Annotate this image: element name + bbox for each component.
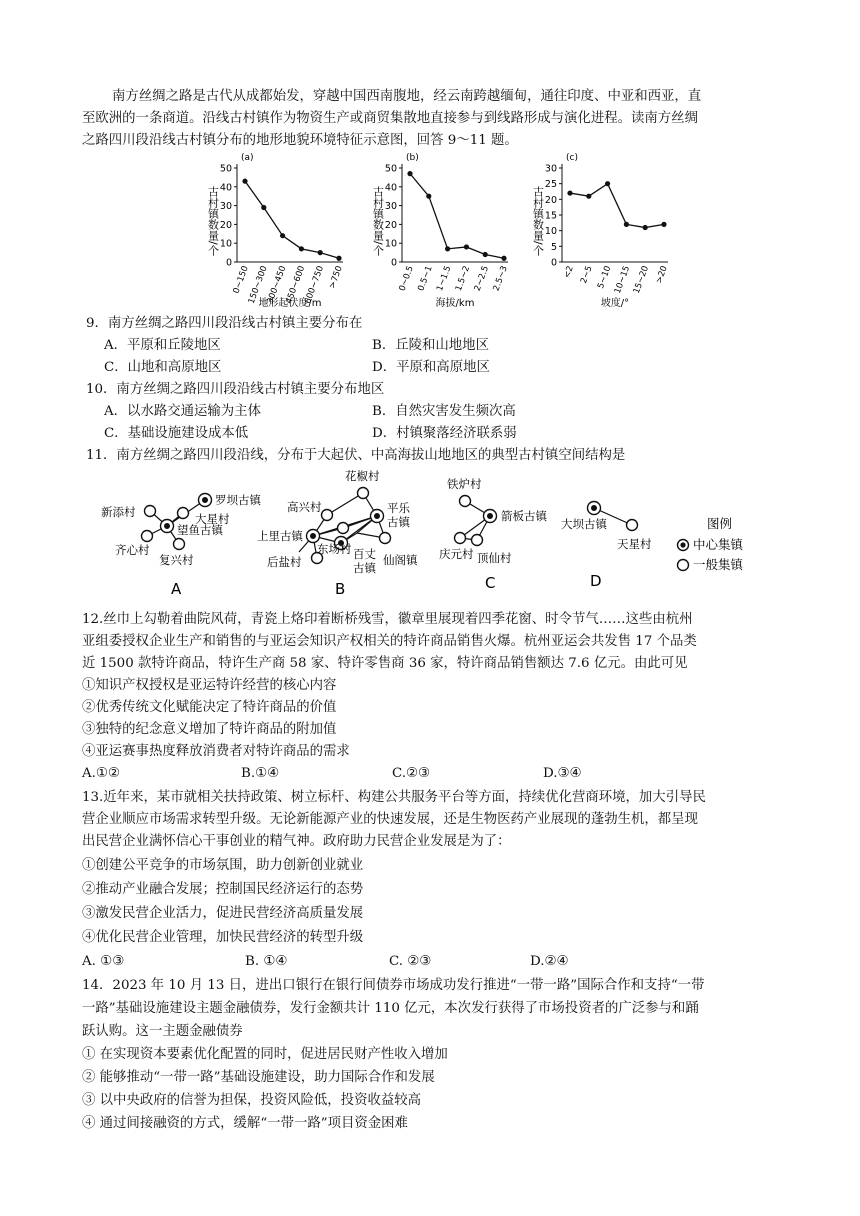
intro-line-1: 南方丝绸之路是古代从成都始发，穿越中国西南腹地，经云南跨越缅甸，通往印度、中亚和西亚，直 [112, 89, 702, 104]
q12-statement-3: ③独特的纪念意义增加了特许商品的附加值 [82, 722, 337, 737]
node-a-general [174, 539, 185, 550]
q10-option-d[interactable]: D．村镇聚落经济联系弱 [372, 426, 517, 441]
x-tick-label: 2~2.5 [472, 264, 492, 293]
series-line [410, 174, 504, 259]
y-tick-label: 40 [219, 182, 232, 194]
panel-label: (b) [406, 153, 419, 163]
q14-statement-2: ② 能够推动“一带一路”基础设施建设，助力国际合作和发展 [82, 1070, 435, 1085]
node-c-general [460, 496, 471, 507]
q12-line-3: 近 1500 款特许商品，特许生产商 58 家、特许零售商 36 家，特许商品销售额达 7.6 亿元。由此可见 [82, 656, 688, 671]
x-tick-label: 300~450 [265, 264, 289, 306]
q13-statement-1: ①创建公平竞争的市场氛围，助力创新创业就业 [82, 858, 364, 873]
q13-option-b[interactable]: B. ①④ [245, 954, 288, 969]
q13-option-a[interactable]: A. ①③ [82, 954, 125, 969]
data-point [426, 194, 431, 199]
legend-general-label: 一般集镇 [693, 557, 744, 572]
data-point [643, 225, 648, 230]
x-axis-label: 坡度/° [600, 298, 630, 309]
y-tick-label: 20 [219, 219, 232, 231]
x-tick-label: 15~20 [631, 264, 652, 296]
y-tick-label: 5 [550, 241, 557, 253]
y-tick-label: 20 [544, 194, 557, 206]
q9-stem: 9．南方丝绸之路四川段沿线古村镇主要分布在 [86, 316, 363, 331]
label-b-8: 仙阁镇 [383, 553, 418, 567]
q14-line-2: 一路”基础设施建设主题金融债券，发行金额共计 110 亿元，本次发行获得了市场投资者的广泛参与和踊 [82, 1001, 699, 1016]
label-a-1: 罗坝古镇 [215, 493, 261, 507]
x-tick-label: >20 [654, 264, 670, 285]
data-point [407, 171, 412, 176]
x-axis-label: 海拔/km [435, 298, 475, 309]
node-a-general [145, 506, 156, 517]
y-tick-label: 30 [384, 201, 397, 213]
y-tick-label: 30 [544, 163, 557, 175]
node-b-general [380, 533, 391, 544]
village-structure-diagram [95, 468, 770, 598]
q11-stem: 11．南方丝绸之路四川段沿线，分布于大起伏、中高海拔山地地区的典型古村镇空间结构是 [86, 448, 626, 463]
q12-line-2: 亚组委授权企业生产和销售的与亚运会知识产权相关的特许商品销售火爆。杭州亚运会共发售 17 个品类 [82, 634, 697, 649]
node-a-general [178, 508, 189, 519]
q9-option-b[interactable]: B．丘陵和山地地区 [372, 338, 489, 353]
label-a-5: 齐心村 [115, 543, 150, 557]
chart-c [532, 153, 670, 309]
label-b-6: 百丈 [353, 547, 376, 561]
label-b-4: 上里古镇 [257, 529, 303, 543]
panel-label: (c) [566, 153, 578, 163]
y-axis-label: 古村镇数量/个 [206, 186, 220, 256]
y-tick-label: 0 [390, 257, 397, 269]
terrain-charts [195, 152, 675, 312]
label-d-letter: D [590, 572, 602, 590]
label-b-6b: 古镇 [353, 561, 376, 575]
q13-statement-2: ②推动产业融合发展；控制国民经济运行的态势 [82, 882, 364, 897]
q12-option-d[interactable]: D.③④ [543, 766, 582, 781]
y-tick-label: 20 [384, 219, 397, 231]
label-c-3: 庆元村 [439, 547, 474, 561]
label-c-2: 箭板古镇 [501, 509, 547, 523]
x-tick-label: 600~750 [303, 264, 327, 306]
intro-line-2: 至欧洲的一条商道。沿线古村镇作为物资生产或商贸集散地直接参与到线路形成与演化进程。读南方丝绸 [82, 111, 698, 126]
label-b-letter: B [335, 580, 346, 598]
q14-line-1: 14．2023 年 10 月 13 日，进出口银行在银行间债券市场成功发行推进“一带一路”国际合作和支持“一带 [82, 978, 705, 993]
label-b-2: 高兴村 [287, 500, 322, 514]
data-point [464, 244, 469, 249]
panel-label: (a) [241, 153, 254, 163]
y-axis-label: 古村镇数量/个 [371, 186, 385, 256]
node-c-general [472, 535, 483, 546]
label-c-4: 顶仙村 [477, 551, 512, 565]
data-point [501, 256, 506, 261]
label-b-5: 东场村 [317, 542, 352, 556]
label-c-letter: C [485, 574, 496, 592]
y-tick-label: 30 [219, 201, 232, 213]
data-point [299, 246, 304, 251]
label-b-3: 平乐 [387, 501, 410, 515]
legend-center-label: 中心集镇 [693, 537, 744, 552]
legend-general-icon [678, 560, 689, 571]
data-point [483, 252, 488, 257]
label-d-2: 天星村 [617, 537, 652, 551]
q12-option-a[interactable]: A.①② [82, 766, 120, 781]
x-tick-label: 2~5 [579, 264, 595, 285]
q10-option-a[interactable]: A．以水路交通运输为主体 [104, 404, 261, 419]
data-point [586, 194, 591, 199]
q12-statement-1: ①知识产权授权是亚运特许经营的核心内容 [82, 678, 337, 693]
q13-option-c[interactable]: C. ②③ [389, 954, 432, 969]
q12-statement-2: ②优秀传统文化赋能决定了特许商品的价值 [82, 700, 337, 715]
chart-b [372, 153, 510, 309]
data-point [567, 190, 572, 195]
node-b-general [322, 510, 333, 521]
q14-line-3: 跃认购。这一主题金融债券 [82, 1024, 243, 1039]
data-point [624, 222, 629, 227]
q13-option-d[interactable]: D.②④ [530, 954, 569, 969]
y-tick-label: 40 [384, 182, 397, 194]
y-tick-label: 15 [544, 210, 557, 222]
x-tick-label: >750 [327, 264, 345, 290]
x-tick-label: 0.5~1 [416, 264, 435, 293]
q9-option-c[interactable]: C．山地和高原地区 [104, 360, 222, 375]
label-a-2: 新添村 [101, 505, 136, 519]
q14-statement-1: ① 在实现资本要素优化配置的同时，促进居民财产性收入增加 [82, 1047, 448, 1062]
y-tick-label: 10 [219, 238, 232, 250]
x-tick-label: 10~15 [612, 264, 633, 296]
q10-option-c[interactable]: C．基础设施建设成本低 [104, 426, 249, 441]
node-b-general [338, 523, 349, 534]
x-tick-label: 2.5~3 [491, 264, 510, 293]
label-a-3: 大星村 [195, 512, 230, 526]
node-b-general [358, 488, 369, 499]
node-c-general [455, 533, 466, 544]
series-line [245, 181, 339, 258]
label-a-letter: A [171, 580, 182, 598]
x-tick-label: 0~150 [231, 264, 251, 296]
node-d-general [627, 520, 638, 531]
node-a-general [142, 531, 153, 542]
legend-title: 图例 [707, 516, 733, 531]
q13-statement-3: ③激发民营企业活力，促进民营经济高质量发展 [82, 906, 364, 921]
x-tick-label: 1.5~2 [453, 264, 473, 293]
label-d-1: 大坝古镇 [561, 517, 607, 531]
x-axis-label: 地形起伏度/m [258, 298, 322, 309]
x-tick-label: <2 [562, 264, 576, 280]
label-b-3b: 古镇 [387, 515, 410, 529]
data-point [445, 246, 450, 251]
y-tick-label: 0 [225, 257, 232, 269]
label-a-6: 复兴村 [159, 553, 194, 567]
q9-option-a[interactable]: A．平原和丘陵地区 [104, 338, 221, 353]
y-axis-label: 古村镇数量/个 [531, 186, 545, 256]
label-b-1: 花椒村 [345, 469, 380, 483]
q13-line-1: 13.近年来，某市就相关扶持政策、树立标杆、构建公共服务平台等方面，持续优化营商环境，加大引导民 [82, 790, 706, 805]
data-point [605, 181, 610, 186]
q14-statement-3: ③ 以中央政府的信誉为担保，投资风险低，投资收益较高 [82, 1093, 422, 1108]
q12-line-1: 12.丝巾上勾勒着曲院风荷，青瓷上烙印着断桥残雪，徽章里展现着四季花窗、时令节气……这些由杭州 [82, 612, 693, 627]
q12-option-b[interactable]: B.①④ [241, 766, 280, 781]
intro-line-3: 之路四川段沿线古村镇分布的地形地貌环境特征示意图，回答 9～11 题。 [82, 133, 518, 148]
x-tick-label: 150~300 [246, 264, 270, 306]
label-a-4: 望鱼古镇 [177, 523, 223, 537]
y-tick-label: 25 [544, 179, 557, 191]
y-tick-label: 50 [219, 163, 232, 175]
x-tick-label: 5~10 [596, 264, 614, 290]
data-point [261, 205, 266, 210]
q10-option-b[interactable]: B．自然灾害发生频次高 [372, 404, 516, 419]
data-point [318, 250, 323, 255]
x-tick-label: 1~1.5 [435, 264, 454, 293]
q13-statement-4: ④优化民营企业管理，加快民营经济的转型升级 [82, 930, 364, 945]
q14-statement-4: ④ 通过间接融资的方式，缓解“一带一路”项目资金困难 [82, 1116, 408, 1131]
q12-statement-4: ④亚运赛事热度释放消费者对特许商品的需求 [82, 744, 350, 759]
y-tick-label: 10 [384, 238, 397, 250]
y-tick-label: 10 [544, 226, 557, 238]
y-tick-label: 50 [384, 163, 397, 175]
data-point [280, 233, 285, 238]
x-tick-label: 450~600 [284, 264, 308, 306]
q13-line-2: 营企业顺应市场需求转型升级。无论新能源产业的快速发展，还是生物医药产业展现的蓬勃生机，都呈现 [82, 812, 698, 827]
y-tick-label: 0 [550, 257, 557, 269]
chart-a [207, 153, 345, 309]
q13-line-3: 出民营企业满怀信心干事创业的精气神。政府助力民营企业发展是为了： [82, 834, 511, 849]
series-line [570, 184, 664, 228]
q12-option-c[interactable]: C.②③ [392, 766, 431, 781]
label-b-7: 后盐村 [267, 555, 302, 569]
data-point [661, 222, 666, 227]
q10-stem: 10．南方丝绸之路四川段沿线古村镇主要分布地区 [86, 382, 385, 397]
data-point [242, 179, 247, 184]
label-c-1: 铁炉村 [447, 477, 482, 491]
x-tick-label: 0~0.5 [397, 264, 416, 293]
q9-option-d[interactable]: D．平原和高原地区 [372, 360, 490, 375]
data-point [336, 256, 341, 261]
